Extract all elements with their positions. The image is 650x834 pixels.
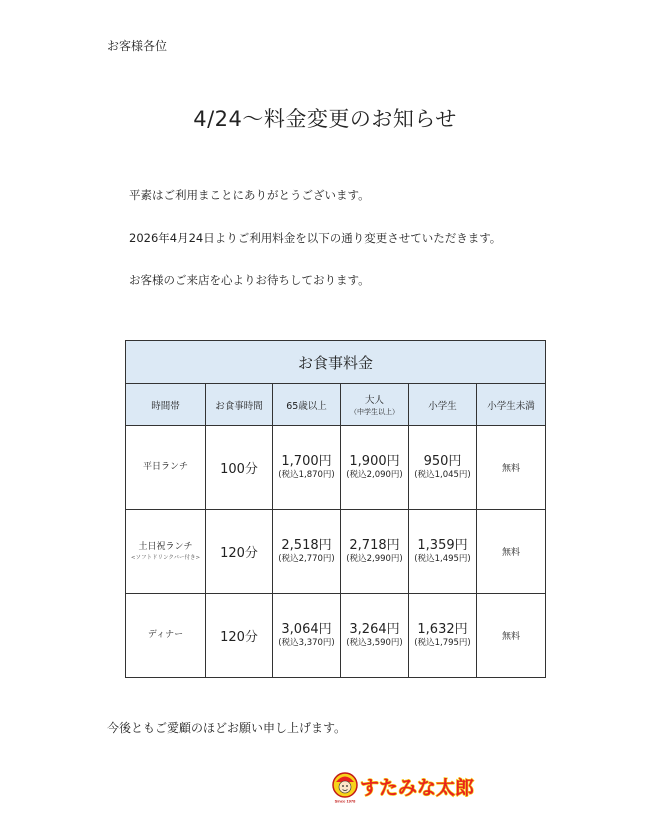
brand-logo <box>331 770 475 804</box>
price-tax: (税込1,795円) <box>414 638 471 649</box>
row-adult-price <box>341 594 409 678</box>
row-slot-label: 平日ランチ <box>142 461 188 472</box>
header-elementary: 小学生 <box>409 384 477 426</box>
header-adult <box>341 384 409 426</box>
price-main: 2,518円 <box>281 537 332 553</box>
price-tax: (税込2,770円) <box>278 554 335 565</box>
paragraph-greeting: 平素はご利用まことにありがとうございます。 <box>129 188 370 202</box>
price-tax: (税込1,045円) <box>414 470 471 481</box>
price-tax: (税込2,090円) <box>346 470 403 481</box>
row-elementary-price <box>409 510 477 594</box>
mascot-icon <box>333 773 357 797</box>
logo-wordmark: すたみな太郎 <box>360 777 475 799</box>
header-slot: 時間帯 <box>126 384 206 426</box>
row-slot-label: 土日祝ランチ <box>138 541 193 552</box>
logo-since: Since 1978 <box>334 798 356 804</box>
row-elementary-price <box>409 426 477 510</box>
table-row <box>126 510 546 594</box>
row-elementary-price <box>409 594 477 678</box>
paragraph-change-notice: 2026年4月24日よりご利用料金を以下の通り変更させていただきます。 <box>129 231 502 245</box>
row-preschool-price: 無料 <box>477 594 546 678</box>
row-preschool-price: 無料 <box>477 510 546 594</box>
page-title: 4/24〜料金変更のお知らせ <box>193 107 457 131</box>
row-duration: 100分 <box>206 426 273 510</box>
price-tax: (税込1,870円) <box>278 470 335 481</box>
row-senior-price <box>273 510 341 594</box>
table-row <box>126 594 546 678</box>
price-main: 1,900円 <box>349 453 400 469</box>
row-preschool-price: 無料 <box>477 426 546 510</box>
row-adult-price <box>341 426 409 510</box>
price-tax: (税込3,590円) <box>346 638 403 649</box>
table-caption: お食事料金 <box>126 341 546 384</box>
table-header-row <box>126 384 546 426</box>
row-duration: 120分 <box>206 594 273 678</box>
closing-text: 今後ともご愛顧のほどお願い申し上げます。 <box>107 721 347 735</box>
price-main: 1,632円 <box>417 621 468 637</box>
row-slot <box>126 510 206 594</box>
price-main: 1,359円 <box>417 537 468 553</box>
row-slot <box>126 594 206 678</box>
row-adult-price <box>341 510 409 594</box>
price-tax: (税込3,370円) <box>278 638 335 649</box>
price-main: 950円 <box>423 453 462 469</box>
row-senior-price <box>273 426 341 510</box>
row-slot-label: ディナー <box>147 629 184 640</box>
row-senior-price <box>273 594 341 678</box>
table-row <box>126 426 546 510</box>
row-slot <box>126 426 206 510</box>
header-duration: お食事時間 <box>206 384 273 426</box>
row-duration: 120分 <box>206 510 273 594</box>
salutation: お客様各位 <box>107 39 168 53</box>
row-slot-note: <ソフトドリンクバー付き> <box>130 555 201 562</box>
header-adult-note: （中学生以上） <box>350 408 399 416</box>
price-main: 3,064円 <box>281 621 332 637</box>
price-tax: (税込2,990円) <box>346 554 403 565</box>
paragraph-welcome: お客様のご来店を心よりお待ちしております。 <box>129 273 370 287</box>
price-main: 2,718円 <box>349 537 400 553</box>
price-main: 1,700円 <box>281 453 332 469</box>
header-senior: 65歳以上 <box>273 384 341 426</box>
header-preschool: 小学生未満 <box>477 384 546 426</box>
price-main: 3,264円 <box>349 621 400 637</box>
price-table <box>125 340 546 678</box>
price-tax: (税込1,495円) <box>414 554 471 565</box>
header-adult-main: 大人 <box>364 395 384 406</box>
